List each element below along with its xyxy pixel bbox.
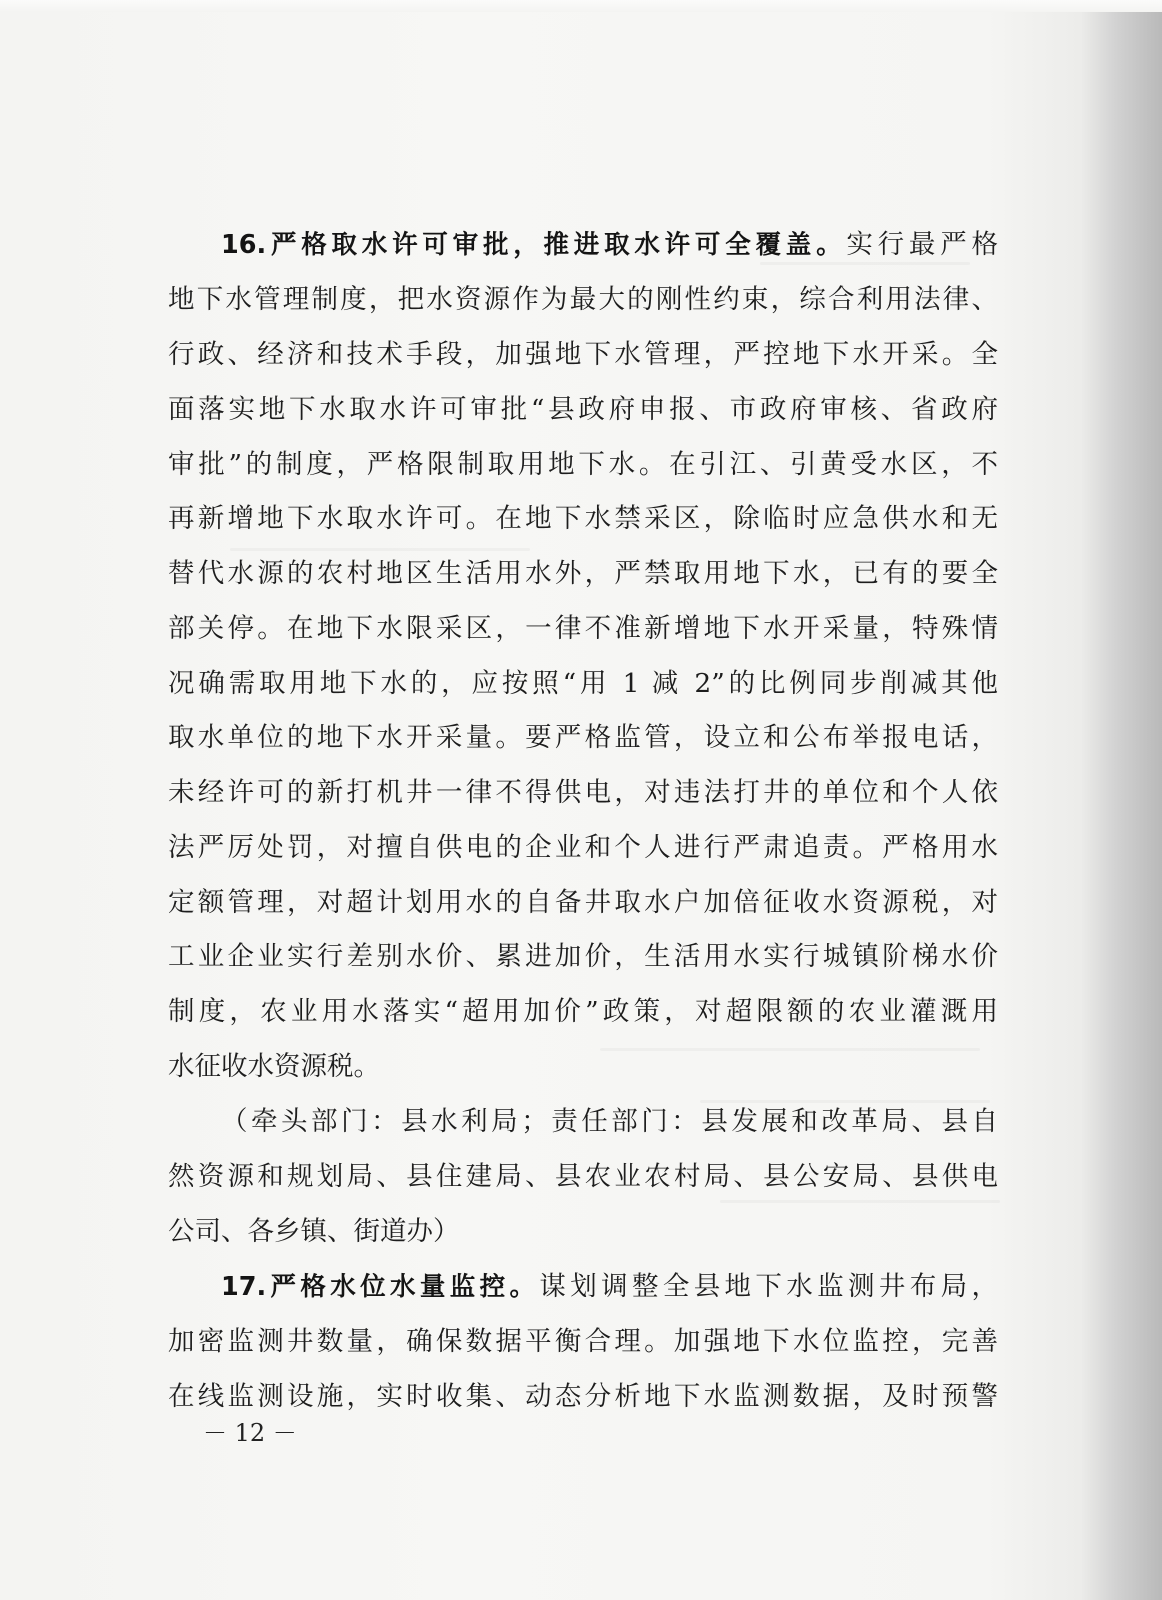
paragraph-16-line-15: 制度，农业用水落实“超用加价”政策，对超限额的农业灌溉用 <box>168 996 998 1027</box>
paragraph-16-line-8: 部关停。在地下水限采区，一律不准新增地下水开采量，特殊情 <box>168 613 998 644</box>
paragraph-16-line-13: 定额管理，对超计划用水的自备井取水户加倍征收水资源税，对 <box>168 887 998 918</box>
departments-line-2: 然资源和规划局、县住建局、县农业农村局、县公安局、县供电 <box>168 1161 998 1192</box>
paragraph-17-line-3: 在线监测设施，实时收集、动态分析地下水监测数据，及时预警 <box>168 1381 998 1412</box>
paragraph-16-line-7: 替代水源的农村地区生活用水外，严禁取用地下水，已有的要全 <box>168 558 998 589</box>
paragraph-16-line-10: 取水单位的地下水开采量。要严格监管，设立和公布举报电话， <box>168 722 998 753</box>
departments-line-1: （牵头部门：县水利局；责任部门：县发展和改革局、县自 <box>221 1106 998 1137</box>
paragraph-16-line-4: 面落实地下水取水许可审批“县政府申报、市政府审核、省政府 <box>168 394 998 425</box>
paragraph-17-line-2: 加密监测井数量，确保数据平衡合理。加强地下水位监控，完善 <box>168 1326 998 1357</box>
paragraph-16-line-6: 再新增地下水取水许可。在地下水禁采区，除临时应急供水和无 <box>168 503 998 534</box>
paragraph-16-line-12: 法严厉处罚，对擅自供电的企业和个人进行严肃追责。严格用水 <box>168 832 998 863</box>
paragraph-16-line-11: 未经许可的新打机井一律不得供电，对违法打井的单位和个人依 <box>168 777 998 808</box>
paragraph-16-line-1-text: 实行最严格 <box>846 229 998 260</box>
paragraph-16-line-14: 工业企业实行差别水价、累进加价，生活用水实行城镇阶梯水价 <box>168 941 998 972</box>
departments-line-3: 公司、各乡镇、街道办） <box>168 1216 460 1247</box>
paragraph-16-line-16: 水征收水资源税。 <box>168 1051 380 1082</box>
paragraph-17-line-1-text: 谋划调整全县地下水监测井布局， <box>539 1271 998 1302</box>
paragraph-16-line-9: 况确需取用地下水的，应按照“用 1 减 2”的比例同步削减其他 <box>168 668 998 699</box>
paragraph-16-heading: 16.严格取水许可审批，推进取水许可全覆盖。 <box>221 230 847 260</box>
paragraph-16-line-3: 行政、经济和技术手段，加强地下水管理，严控地下水开采。全 <box>168 339 998 370</box>
paragraph-17-line-1 <box>221 1270 998 1304</box>
page-number: － 12 － <box>203 1419 297 1447</box>
paragraph-16-line-1 <box>221 228 998 262</box>
paragraph-16-line-5: 审批”的制度，严格限制取用地下水。在引江、引黄受水区，不 <box>168 449 998 480</box>
paragraph-17-heading: 17.严格水位水量监控。 <box>221 1272 540 1302</box>
paragraph-16-line-2: 地下水管理制度，把水资源作为最大的刚性约束，综合利用法律、 <box>168 284 998 315</box>
